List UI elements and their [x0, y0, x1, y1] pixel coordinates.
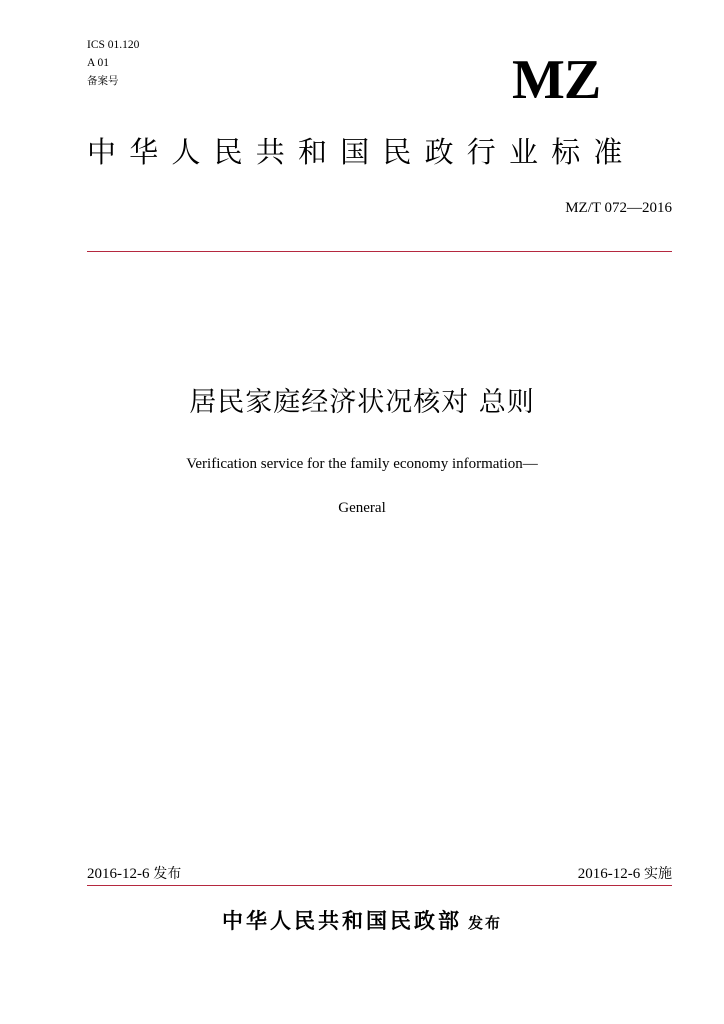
mz-logo: MZ — [512, 49, 601, 111]
implementation-date — [578, 864, 672, 884]
implementation-date-label: 实施 — [644, 866, 672, 882]
implementation-date-value: 2016-12-6 — [577, 866, 641, 882]
issuer — [0, 905, 724, 935]
ics-code: ICS 01.120 — [87, 39, 140, 51]
bottom-divider — [87, 885, 672, 886]
series-title: 中华人民共和国民政行业标准 — [87, 135, 636, 169]
document-title-english-line2: General — [338, 500, 386, 516]
document-title-english-line1: Verification service for the family economy information— — [186, 456, 538, 472]
issue-date — [87, 864, 181, 884]
top-divider — [87, 251, 672, 252]
standard-number: MZ/T 072—2016 — [565, 200, 672, 216]
issue-date-label: 发布 — [153, 866, 182, 882]
issuer-name: 中华人民共和国民政部 — [221, 909, 462, 933]
issue-date-value: 2016-12-6 — [87, 866, 150, 882]
document-title-chinese: 居民家庭经济状况核对 总则 — [189, 387, 535, 418]
filing-number-label: 备案号 — [87, 75, 119, 87]
category-code: A 01 — [87, 57, 110, 69]
issuer-suffix: 发布 — [467, 914, 502, 932]
